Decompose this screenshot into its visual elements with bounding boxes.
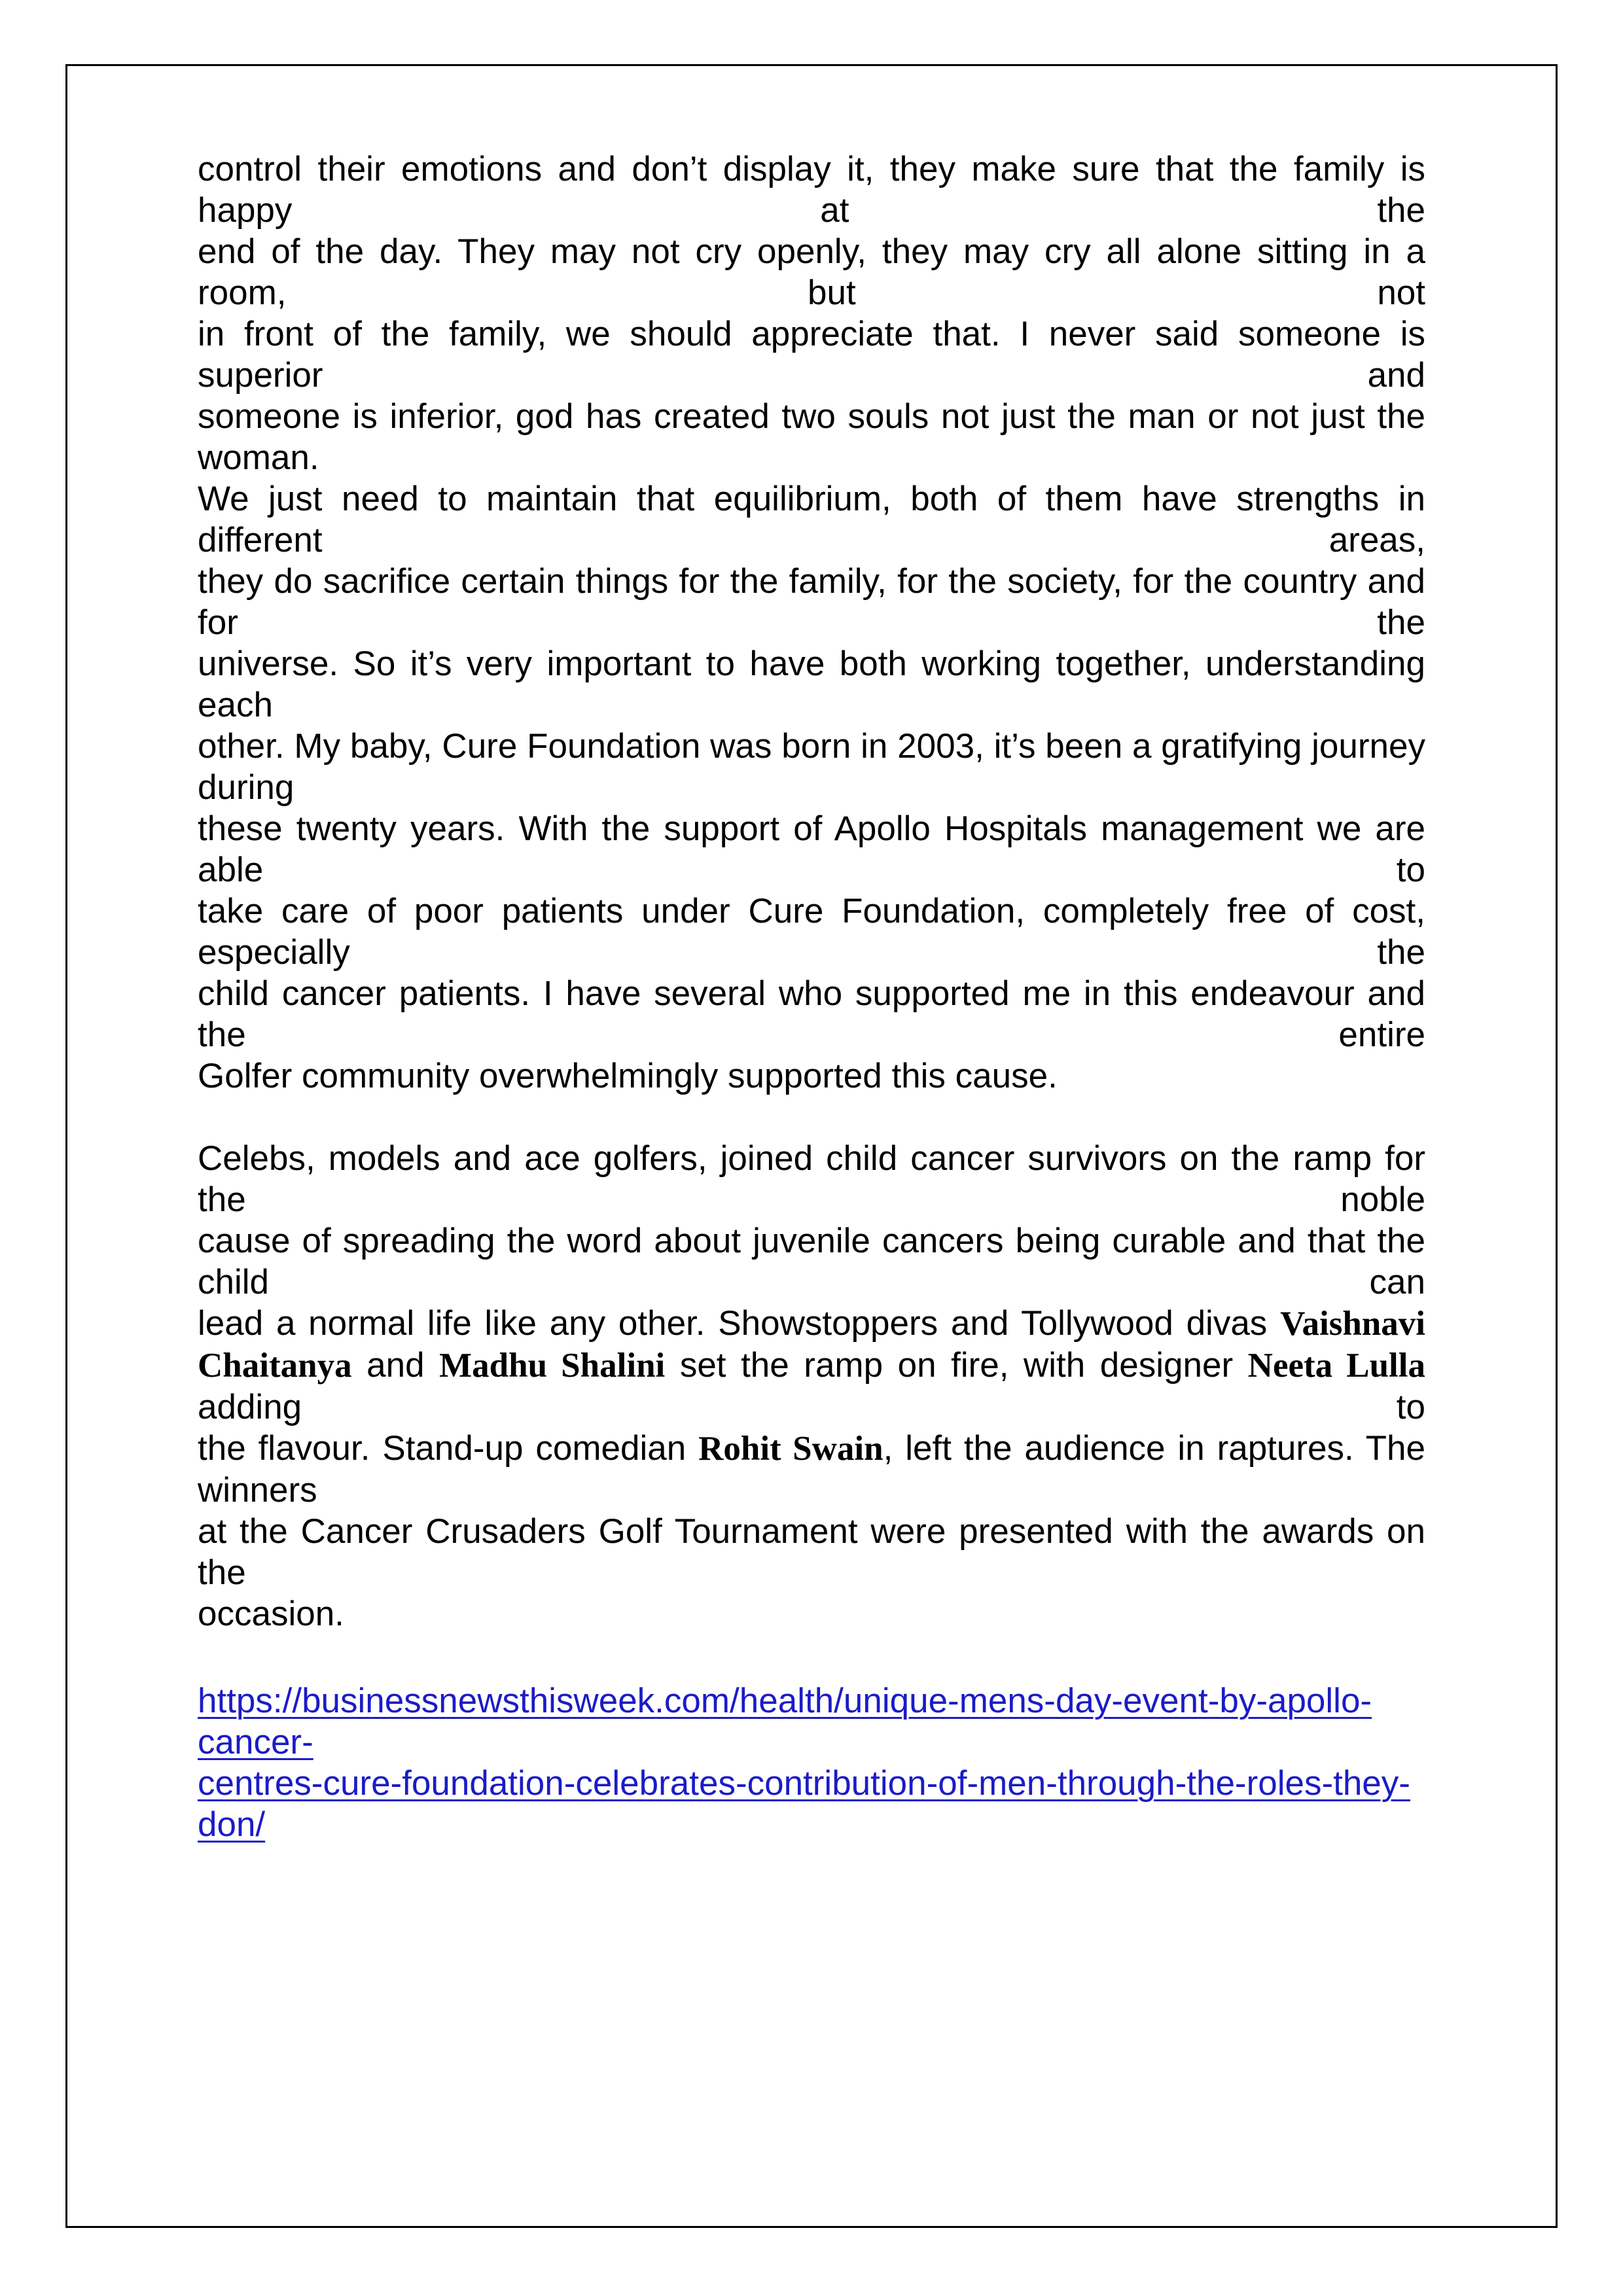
- bold-name-madhu-shalini: Madhu Shalini: [439, 1347, 666, 1385]
- document-content: [198, 149, 1425, 1845]
- article-hyperlink[interactable]: [198, 1680, 1425, 1845]
- text-run: Celebs, models and ace golfers, joined child cancer survivors on the ramp for the noble: [198, 1139, 1425, 1219]
- text-run: the flavour. Stand-up comedian: [198, 1429, 699, 1468]
- text-run: , left the audience in raptures. The winners: [198, 1429, 1426, 1510]
- text-line: We just need to maintain that equilibrium, both of them have strengths in different areas,: [198, 480, 1425, 559]
- text-line: Golfer community overwhelmingly supported this cause.: [198, 1057, 1058, 1095]
- text-run: cause of spreading the word about juvenile cancers being curable and that the child can: [198, 1222, 1425, 1301]
- text-line: they do sacrifice certain things for the family, for the society, for the country and for the: [198, 562, 1425, 642]
- text-line: [198, 1220, 1425, 1303]
- text-line: take care of poor patients under Cure Foundation, completely free of cost, especially the: [198, 892, 1425, 972]
- bold-name-rohit-swain: Rohit Swain: [698, 1430, 883, 1468]
- text-line: in front of the family, we should appreciate that. I never said someone is superior and: [198, 315, 1425, 395]
- text-run: at the Cancer Crusaders Golf Tournament were presented with the awards on the: [198, 1512, 1425, 1592]
- text-run: lead a normal life like any other. Showstoppers and Tollywood divas: [198, 1304, 1281, 1343]
- text-line: [198, 1138, 1425, 1220]
- text-line: end of the day. They may not cry openly, they may cry all alone sitting in a room, but not: [198, 232, 1425, 312]
- text-line: other. My baby, Cure Foundation was born in 2003, it’s been a gratifying journey during: [198, 727, 1425, 807]
- text-line: [198, 1345, 1425, 1428]
- text-line: control their emotions and don’t display it, they make sure that the family is happy at the: [198, 150, 1425, 230]
- text-line: universe. So it’s very important to have both working together, understanding each: [198, 645, 1425, 724]
- hyperlink-line-2[interactable]: centres-cure-foundation-celebrates-contribution-of-men-through-the-roles-they-don/: [198, 1764, 1410, 1844]
- text-line: [198, 1428, 1425, 1511]
- text-line: [198, 1593, 1425, 1634]
- text-line: someone is inferior, god has created two souls not just the man or not just the woman.: [198, 397, 1425, 477]
- text-line: [198, 1303, 1425, 1345]
- hyperlink-line-1[interactable]: https://businessnewsthisweek.com/health/unique-mens-day-event-by-apollo-cancer-: [198, 1682, 1372, 1761]
- paragraph-celebs-golf-event: [198, 1138, 1425, 1634]
- bold-name-chaitanya: Chaitanya: [198, 1347, 352, 1385]
- text-line: child cancer patients. I have several who supported me in this endeavour and the entire: [198, 974, 1425, 1054]
- text-line: these twenty years. With the support of Apollo Hospitals management we are able to: [198, 809, 1425, 889]
- paragraph-emotions-cure-foundation: [198, 149, 1425, 1097]
- bold-name-neeta-lulla: Neeta Lulla: [1247, 1347, 1425, 1385]
- text-run: adding to: [198, 1388, 1425, 1426]
- text-run: set the ramp on fire, with designer: [665, 1346, 1248, 1385]
- text-run: and: [351, 1346, 440, 1385]
- text-run: occasion.: [198, 1595, 344, 1633]
- bold-name-vaishnavi: Vaishnavi: [1280, 1305, 1425, 1343]
- text-line: [198, 1511, 1425, 1593]
